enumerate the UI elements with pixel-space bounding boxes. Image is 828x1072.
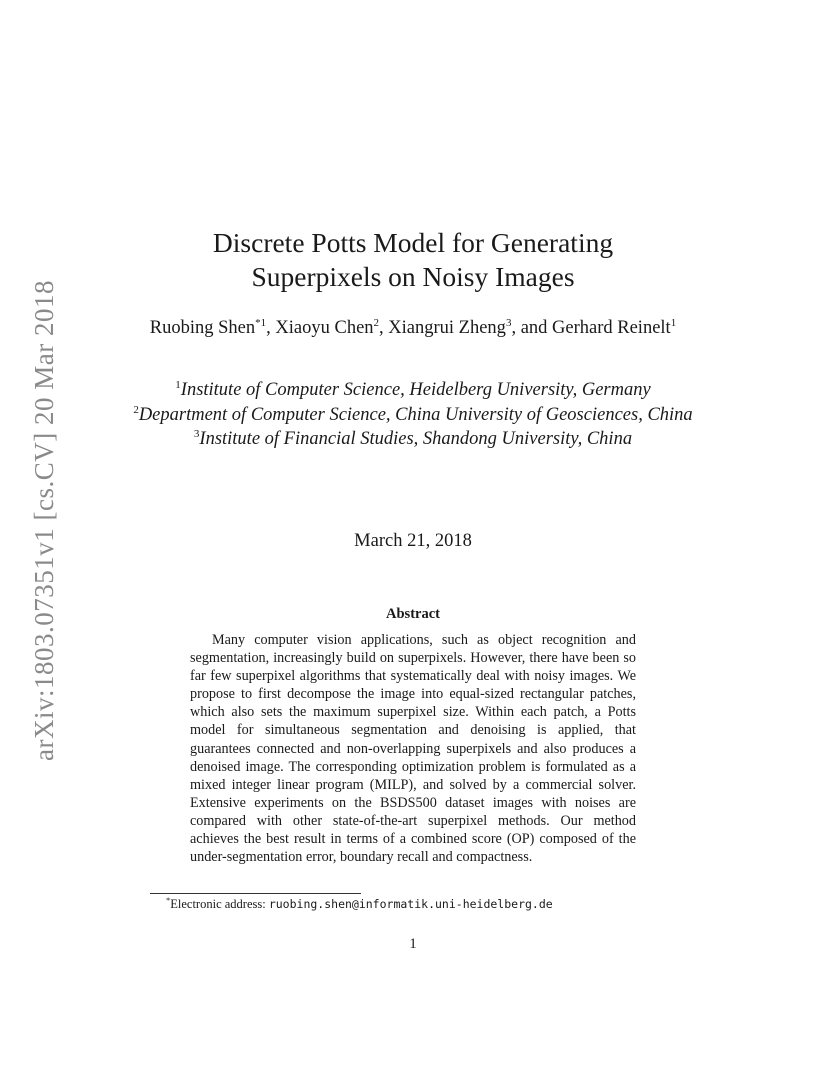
author-affiliation-mark: 1	[670, 316, 677, 329]
abstract-body: Many computer vision applications, such as object recognition and segmentation, increasingly build on superpixels. However, there have been so far few superpixel algorithms that systematically deal with noisy images. We propose to first decompose the image into equal-sized rectangular patches, which also sets the maximum superpixel size. Within each patch, a Potts model for simultaneous segmentation and denoising is applied, that guarantees connected and non-overlapping superpixels and also produces a denoised image. The corresponding optimization problem is formulated as a mixed integer linear program (MILP), and solved by a commercial solver. Extensive experiments on the BSDS500 dataset images with noises are compared with other state-of-the-art superpixel methods. Our method achieves the best result in terms of a combined score (OP) composed of the under-segmentation error, boundary recall and compactness.	[190, 632, 636, 866]
author-affiliation-mark: 2	[373, 316, 380, 329]
affiliation-list	[130, 378, 696, 452]
affiliation-1	[130, 378, 696, 403]
author-affiliation-mark: 3	[505, 316, 512, 329]
author-name: Ruobing Shen	[149, 318, 256, 338]
footnote-label: Electronic address:	[170, 897, 269, 911]
publication-date: March 21, 2018	[354, 531, 472, 551]
author-name: Xiaoyu Chen	[275, 318, 374, 338]
arxiv-identifier-text: arXiv:1803.07351v1 [cs.CV] 20 Mar 2018	[28, 279, 59, 761]
paper-title	[150, 226, 676, 294]
title-line-2: Superpixels on Noisy Images	[251, 261, 575, 292]
title-line-1: Discrete Potts Model for Generating	[212, 227, 614, 258]
author-separator: , and	[511, 318, 553, 338]
affiliation-number: 3	[193, 427, 200, 440]
affiliation-3	[130, 427, 696, 452]
affiliation-text: Institute of Computer Science, Heidelberg University, Germany	[180, 380, 651, 400]
footnote-mark: *	[166, 894, 171, 905]
author-separator: ,	[266, 318, 276, 338]
affiliation-number: 1	[175, 378, 181, 391]
affiliation-text: Department of Computer Science, China University of Geosciences, China	[138, 404, 693, 425]
affiliation-number: 2	[133, 403, 139, 416]
abstract-heading: Abstract	[386, 606, 440, 622]
author-separator: ,	[379, 318, 389, 338]
affiliation-2	[130, 403, 696, 428]
arxiv-identifier-stamp	[16, 280, 72, 760]
affiliation-text: Institute of Financial Studies, Shandong University, China	[199, 429, 633, 449]
footnote	[166, 894, 553, 912]
author-list	[130, 316, 696, 340]
author-name: Gerhard Reinelt	[552, 318, 671, 338]
page-number: 1	[409, 936, 417, 952]
author-name: Xiangrui Zheng	[388, 318, 506, 338]
footnote-divider	[150, 893, 361, 894]
author-affiliation-mark: *1	[255, 316, 267, 329]
author-email: ruobing.shen@informatik.uni-heidelberg.de	[268, 897, 553, 911]
